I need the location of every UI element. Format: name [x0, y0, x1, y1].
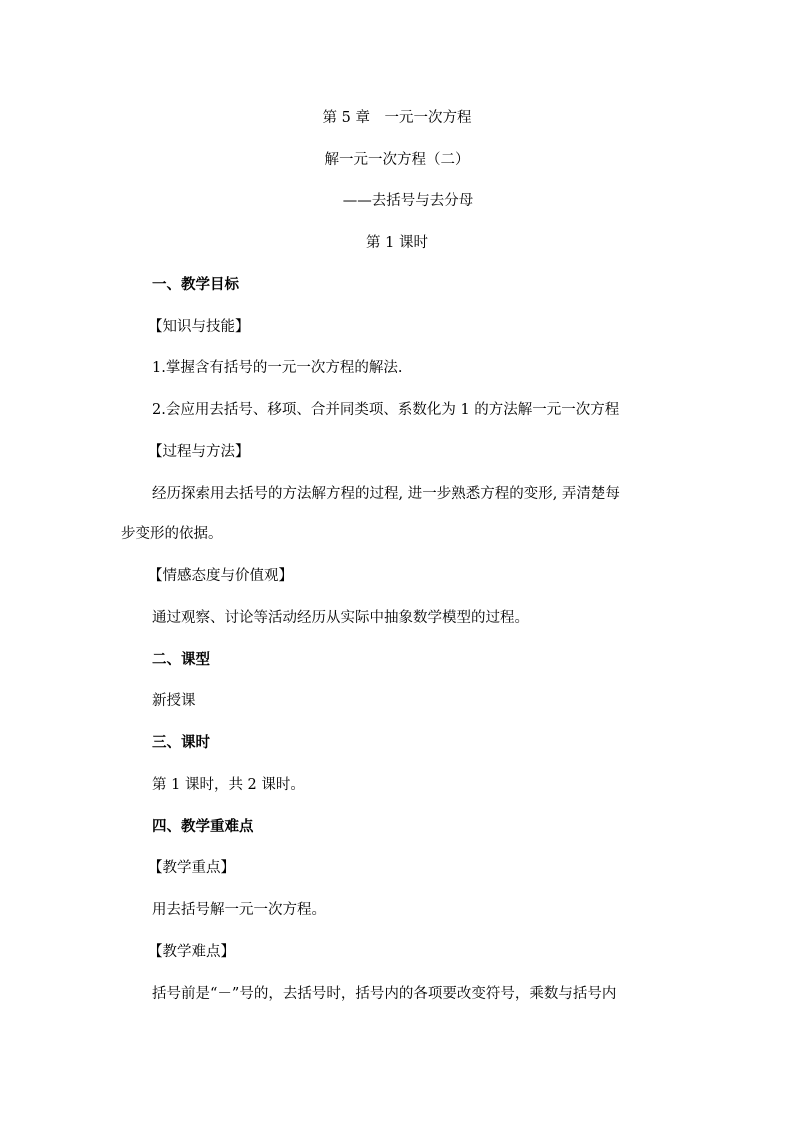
process-method-text-line2: 步变形的依据。 [121, 526, 223, 542]
emotion-values-text: 通过观察、讨论等活动经历从实际中抽象数学模型的过程。 [152, 610, 529, 626]
knowledge-item-1: 1.掌握含有括号的一元一次方程的解法. [152, 360, 403, 376]
lesson-type-text: 新授课 [152, 693, 196, 709]
lesson-subtitle: ——去括号与去分母 [342, 193, 474, 209]
chapter-title: 第 5 章 一元一次方程 [322, 110, 472, 126]
section-key-difficult-heading: 四、教学重难点 [152, 818, 254, 835]
key-points-heading: 【教学重点】 [148, 860, 235, 876]
lesson-period: 第 1 课时 [366, 235, 428, 251]
section-teaching-goals-heading: 一、教学目标 [152, 276, 239, 293]
periods-text: 第 1 课时，共 2 课时。 [152, 777, 305, 793]
process-method-text-line1: 经历探索用去括号的方法解方程的过程, 进一步熟悉方程的变形, 弄清楚每 [152, 486, 620, 502]
emotion-values-heading: 【情感态度与价值观】 [148, 568, 293, 584]
section-periods-heading: 三、课时 [152, 734, 210, 751]
knowledge-skills-heading: 【知识与技能】 [148, 319, 250, 335]
difficult-points-heading: 【教学难点】 [148, 944, 235, 960]
knowledge-item-2: 2.会应用去括号、移项、合并同类项、系数化为 1 的方法解一元一次方程 [152, 402, 620, 418]
lesson-title: 解一元一次方程（二） [324, 152, 470, 168]
section-lesson-type-heading: 二、课型 [152, 651, 210, 668]
key-points-text: 用去括号解一元一次方程。 [152, 902, 326, 918]
difficult-points-text: 括号前是“－”号的，去括号时，括号内的各项要改变符号，乘数与括号内 [152, 986, 617, 1002]
process-method-heading: 【过程与方法】 [148, 444, 250, 460]
